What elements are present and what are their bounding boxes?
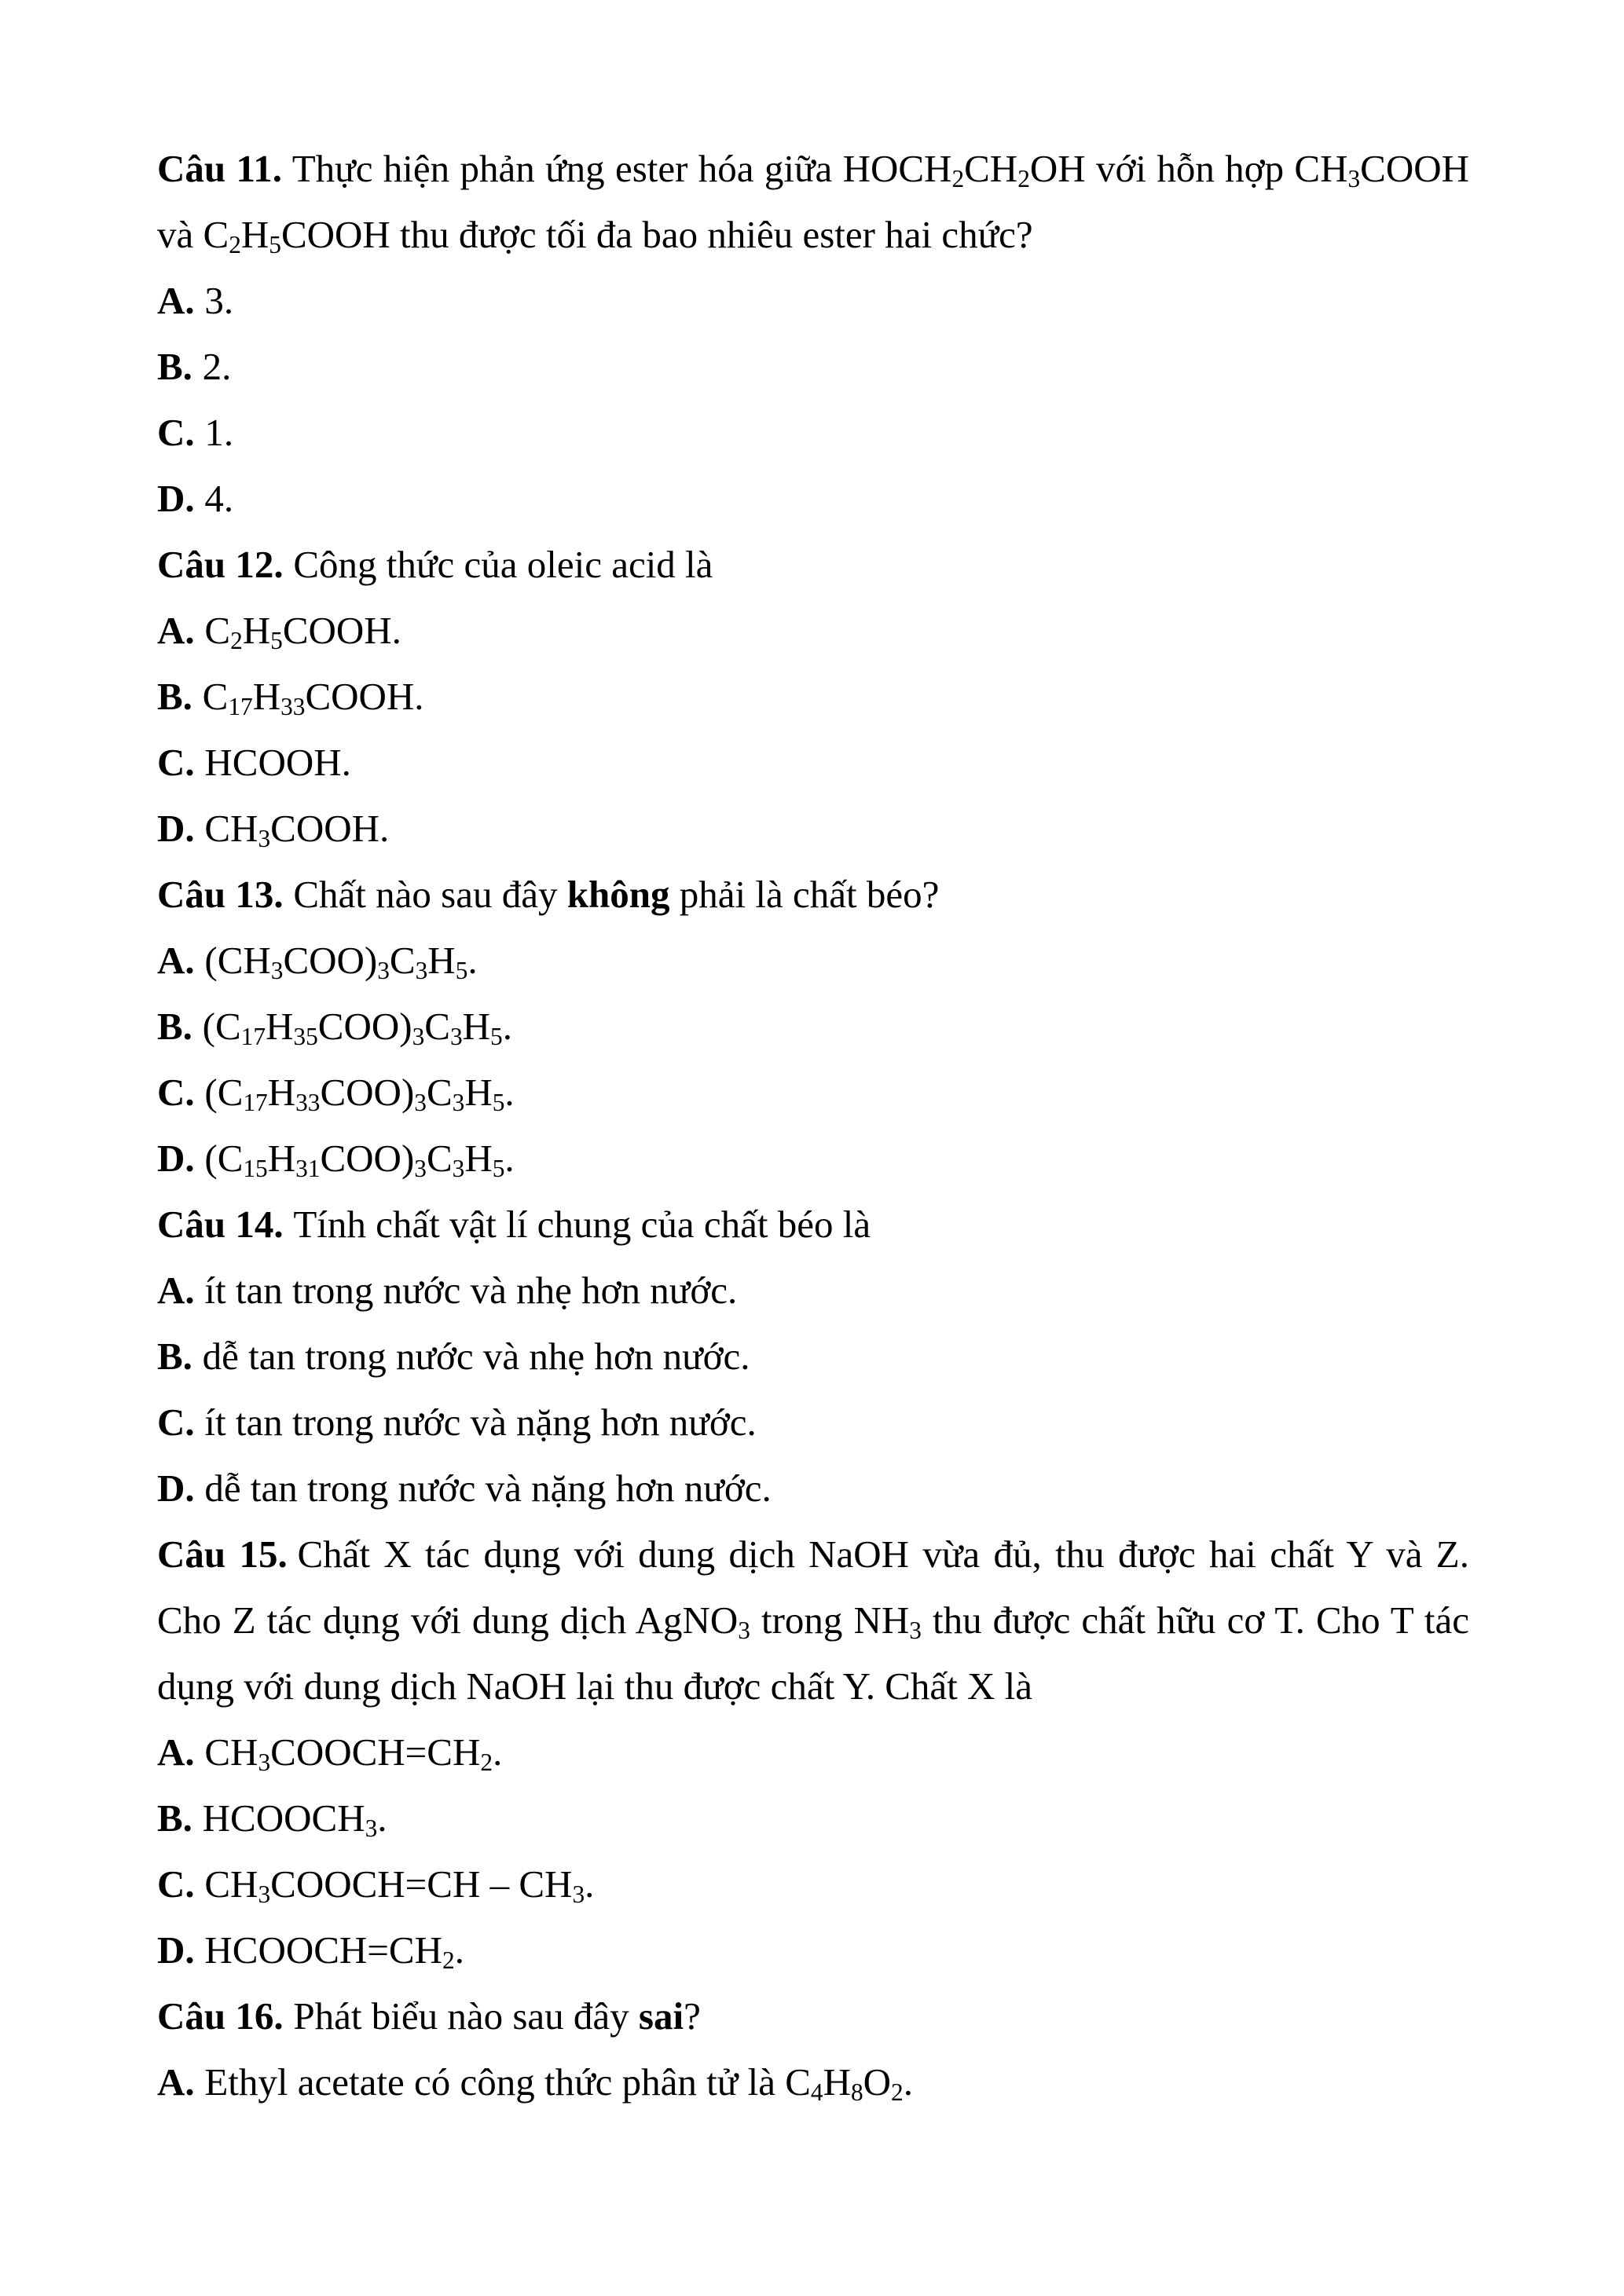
question-15-option-a — [157, 1719, 1469, 1785]
question-11-option-d — [157, 466, 1469, 532]
question-12-body: Công thức của oleic acid là — [293, 543, 713, 586]
option-text: $(C_{17}H_{33}COO)_3C_3H_5$. — [204, 1071, 515, 1116]
question-block-15 — [157, 1522, 1469, 1983]
option-letter: A. — [157, 1730, 195, 1774]
question-12-text — [157, 532, 1469, 598]
option-text: Ethyl acetate có công thức phân tử là $C_4H_8O_2$. — [204, 2060, 913, 2106]
question-12-option-d — [157, 796, 1469, 862]
option-letter: A. — [157, 2060, 195, 2104]
question-14-option-b — [157, 1324, 1469, 1390]
question-14-text — [157, 1192, 1469, 1258]
question-block-14 — [157, 1192, 1469, 1522]
question-11-body: Thực hiện phản ứng ester hóa giữa $HOCH_2CH_2OH$ với hỗn hợp $CH_3COOH$ và $C_2H_5COOH$ thu được tối đa bao nhiêu ester hai chức? — [157, 147, 1469, 258]
question-14-option-d — [157, 1456, 1469, 1522]
option-text: ít tan trong nước và nhẹ hơn nước. — [204, 1269, 738, 1312]
question-15-option-b — [157, 1785, 1469, 1851]
option-text: $(C_{17}H_{35}COO)_3C_3H_5$. — [202, 1005, 512, 1050]
option-letter: D. — [157, 1928, 195, 1972]
option-letter: A. — [157, 279, 195, 322]
question-13-option-b — [157, 994, 1469, 1060]
option-text: 4. — [204, 477, 234, 520]
option-letter: D. — [157, 477, 195, 520]
question-13-option-c — [157, 1060, 1469, 1126]
question-11-option-b — [157, 334, 1469, 400]
question-14-body: Tính chất vật lí chung của chất béo là — [293, 1203, 871, 1246]
option-text: $HCOOCH_3$. — [202, 1796, 387, 1842]
option-text: $C_2H_5COOH$. — [204, 609, 401, 654]
question-13-text — [157, 862, 1469, 928]
option-letter: C. — [157, 411, 195, 454]
option-letter: B. — [157, 1335, 192, 1378]
question-14-option-a — [157, 1258, 1469, 1324]
option-text: 3. — [204, 279, 234, 322]
question-13-option-d — [157, 1126, 1469, 1192]
option-text: $(C_{15}H_{31}COO)_3C_3H_5$. — [204, 1137, 515, 1182]
option-text: $CH_3COOCH=CH - CH_3$. — [204, 1862, 595, 1908]
option-text: 2. — [202, 345, 232, 388]
question-16-option-a — [157, 2049, 1469, 2115]
option-letter: B. — [157, 1796, 192, 1840]
question-12-option-b — [157, 664, 1469, 730]
question-11-option-a — [157, 268, 1469, 334]
question-12-option-a — [157, 598, 1469, 664]
question-15-label: Câu 15. — [157, 1532, 288, 1576]
option-text: 1. — [204, 411, 234, 454]
option-letter: A. — [157, 939, 195, 982]
question-13-option-a — [157, 928, 1469, 994]
option-letter: D. — [157, 1467, 195, 1510]
option-text: dễ tan trong nước và nhẹ hơn nước. — [202, 1335, 750, 1378]
option-text: $CH_3COOCH=CH_2$. — [204, 1730, 503, 1776]
option-letter: C. — [157, 1862, 195, 1906]
question-block-13 — [157, 862, 1469, 1192]
question-12-label: Câu 12. — [157, 543, 284, 586]
option-letter: C. — [157, 1071, 195, 1114]
option-letter: A. — [157, 609, 195, 652]
question-13-body: Chất nào sau đây không phải là chất béo? — [293, 873, 940, 916]
question-14-label: Câu 14. — [157, 1203, 284, 1246]
question-15-text — [157, 1522, 1469, 1719]
option-text: HCOOH. — [204, 741, 351, 784]
question-block-16 — [157, 1983, 1469, 2115]
option-letter: C. — [157, 741, 195, 784]
question-15-option-d — [157, 1917, 1469, 1983]
question-11-text — [157, 136, 1469, 268]
question-11-label: Câu 11. — [157, 147, 283, 190]
option-text: $HCOOCH=CH_2$. — [204, 1928, 464, 1974]
question-block-11 — [157, 136, 1469, 532]
option-text: $C_{17}H_{33}COOH$. — [202, 675, 424, 720]
option-text: dễ tan trong nước và nặng hơn nước. — [204, 1467, 772, 1510]
option-letter: B. — [157, 675, 192, 718]
option-letter: D. — [157, 807, 195, 850]
question-15-body: Chất X tác dụng với dung dịch NaOH vừa đủ, thu được hai chất Y và Z. Cho Z tác dụng với dung dịch AgNO$_3$ trong $NH_3$ thu được chất hữu cơ T. Cho T tác dụng với dung dịch NaOH lại thu được chất Y. Chất X là — [157, 1532, 1469, 1708]
option-text: $(CH_3COO)_3C_3H_5$. — [204, 939, 478, 984]
question-16-label: Câu 16. — [157, 1994, 284, 2038]
question-11-option-c — [157, 400, 1469, 466]
option-letter: C. — [157, 1401, 195, 1444]
option-letter: B. — [157, 1005, 192, 1048]
option-letter: B. — [157, 345, 192, 388]
option-text: $CH_3COOH$. — [204, 807, 390, 852]
question-15-option-c — [157, 1851, 1469, 1917]
option-letter: D. — [157, 1137, 195, 1180]
question-block-12 — [157, 532, 1469, 862]
question-16-body: Phát biểu nào sau đây sai? — [293, 1994, 701, 2038]
question-13-label: Câu 13. — [157, 873, 284, 916]
option-text: ít tan trong nước và nặng hơn nước. — [204, 1401, 757, 1444]
question-14-option-c — [157, 1390, 1469, 1456]
option-letter: A. — [157, 1269, 195, 1312]
question-16-text — [157, 1983, 1469, 2049]
question-12-option-c — [157, 730, 1469, 796]
